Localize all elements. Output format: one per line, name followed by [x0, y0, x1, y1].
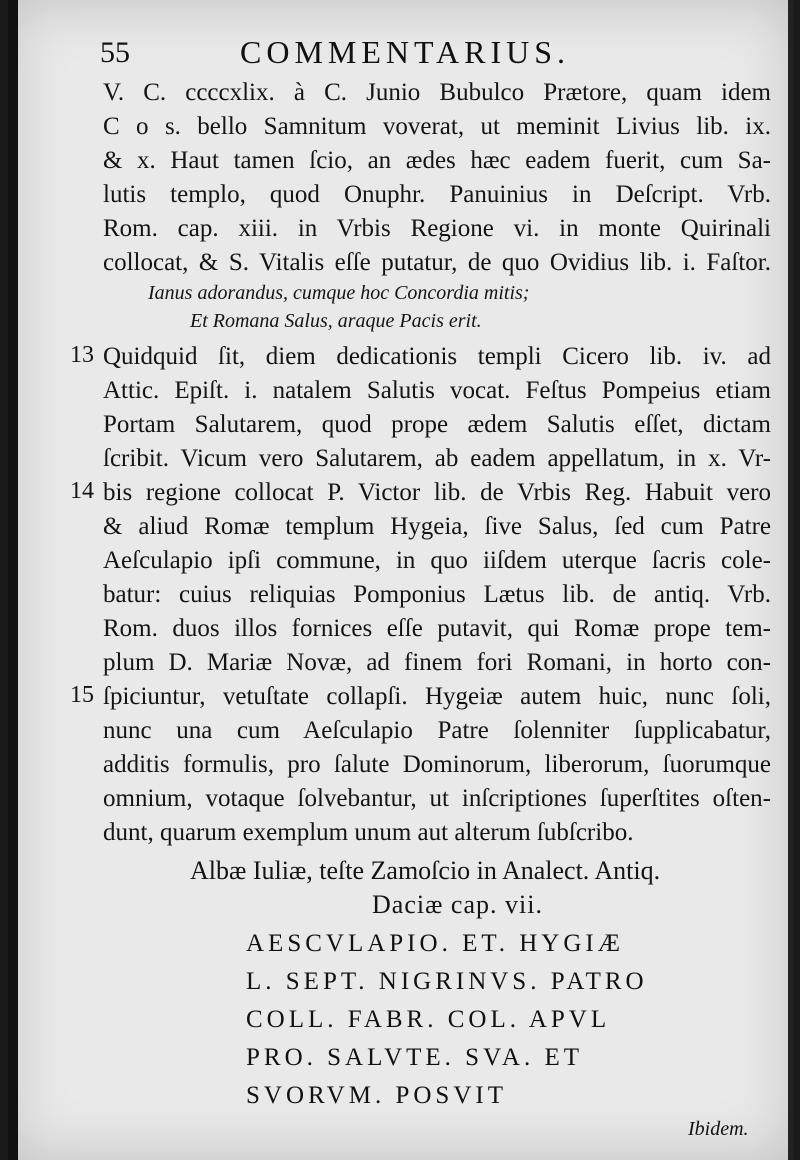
- verse-line: Ianus adorandus, cumque hoc Concordia mitis;: [148, 282, 530, 304]
- text-line: & aliud Romæ templum Hygeia, ſive Salus, ſed cum Patre: [103, 513, 771, 540]
- inscription-line: AESCVLAPIO. ET. HYGIÆ: [246, 930, 624, 957]
- margin-number: 13: [70, 342, 94, 368]
- page-edge: [788, 0, 794, 1160]
- verse-line: Et Romana Salus, araque Pacis erit.: [190, 310, 482, 332]
- text-line: nunc una cum Aeſculapio Patre ſolenniter ſupplicabatur,: [103, 717, 771, 744]
- text-line: Attic. Epiſt. i. natalem Salutis vocat. Feſtus Pompeius etiam: [103, 377, 771, 404]
- margin-number: 14: [70, 478, 94, 504]
- citation-line: Albæ Iuliæ, teſte Zamoſcio in Analect. Antiq.: [190, 856, 661, 885]
- page-number: 55: [100, 36, 130, 69]
- text-line: dunt, quarum exemplum unum aut alterum ſubſcribo.: [103, 819, 634, 846]
- text-line: batur: cuius reliquias Pomponius Lætus lib. de antiq. Vrb.: [103, 581, 771, 608]
- text-line: omnium, votaque ſolvebantur, ut inſcriptiones ſuperſtites oſten-: [103, 785, 771, 812]
- book-page: [8, 0, 794, 1160]
- text-line: additis formulis, pro ſalute Dominorum, liberorum, ſuorumque: [103, 751, 771, 778]
- inscription-line: PRO. SALVTE. SVA. ET: [246, 1044, 583, 1071]
- inscription-line: L. SEPT. NIGRINVS. PATRO: [246, 968, 648, 995]
- text-line: bis regione collocat P. Victor lib. de Vrbis Reg. Habuit vero: [103, 479, 771, 506]
- text-line: Rom. duos illos fornices eſſe putavit, qui Romæ prope tem-: [103, 615, 771, 642]
- text-line: C o s. bello Samnitum voverat, ut meminit Livius lib. ix.: [103, 113, 771, 140]
- text-line: Rom. cap. xiii. in Vrbis Regione vi. in monte Quirinali: [103, 215, 771, 242]
- text-line: Quidquid ſit, diem dedicationis templi Cicero lib. iv. ad: [103, 343, 771, 370]
- text-line: collocat, & S. Vitalis eſſe putatur, de quo Ovidius lib. i. Faſtor.: [103, 249, 771, 276]
- text-line: ſpiciuntur, vetuſtate collapſi. Hygeiæ autem huic, nunc ſoli,: [103, 683, 771, 710]
- text-line: lutis templo, quod Onuphr. Panuinius in Deſcript. Vrb.: [103, 181, 771, 208]
- citation-line: Daciæ cap. vii.: [372, 890, 543, 919]
- running-head-title: COMMENTARIUS.: [240, 34, 571, 70]
- inscription-line: SVORVM. POSVIT: [246, 1082, 507, 1109]
- text-line: Portam Salutarem, quod prope ædem Salutis eſſet, dictam: [103, 411, 771, 438]
- text-line: plum D. Mariæ Novæ, ad finem fori Romani, in horto con-: [103, 649, 771, 676]
- page-spine-shadow: [8, 0, 18, 1160]
- inscription-line: COLL. FABR. COL. APVL: [246, 1006, 611, 1033]
- text-line: & x. Haut tamen ſcio, an ædes hæc eadem fuerit, cum Sa-: [103, 147, 771, 174]
- margin-number: 15: [70, 682, 94, 708]
- text-line: V. C. ccccxlix. à C. Junio Bubulco Prætore, quam idem: [103, 79, 771, 106]
- text-line: ſcribit. Vicum vero Salutarem, ab eadem appellatum, in x. Vr-: [103, 445, 771, 472]
- text-line: Aeſculapio ipſi commune, in quo iiſdem uterque ſacris cole-: [103, 547, 771, 574]
- catchword: Ibidem.: [688, 1118, 749, 1140]
